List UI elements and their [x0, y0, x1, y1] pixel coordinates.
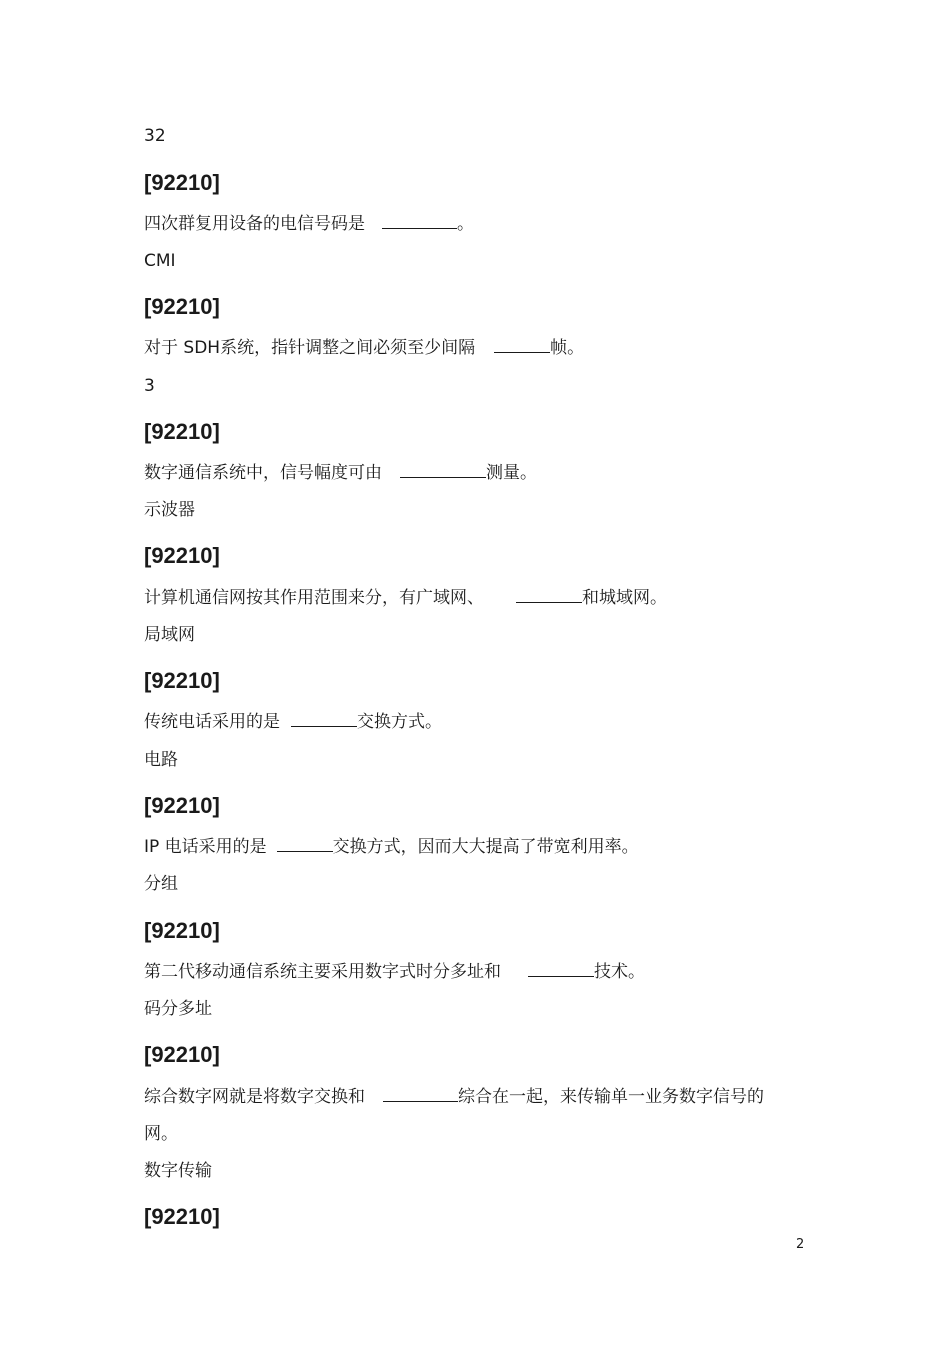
question-tag: [92210] — [144, 543, 220, 568]
question-tag: [92210] — [144, 668, 220, 693]
question-text — [144, 961, 645, 983]
question-tag: [92210] — [144, 1204, 220, 1229]
question-text-after: 和城域网。 — [582, 588, 667, 608]
fill-blank — [291, 711, 357, 727]
question-text — [144, 213, 474, 235]
fill-blank — [383, 1086, 458, 1102]
question-text-continuation: 网。 — [144, 1124, 178, 1144]
question-text-after: 测量。 — [486, 463, 537, 483]
fill-blank — [277, 836, 333, 852]
question-text-before: 计算机通信网按其作用范围来分，有广域网、 — [144, 588, 484, 608]
answer-text: 3 — [144, 376, 155, 396]
question-text-before: 对于 SDH系统，指针调整之间必须至少间隔 — [144, 338, 476, 358]
answer-text: CMI — [144, 251, 176, 271]
question-tag: [92210] — [144, 1042, 220, 1067]
fill-blank — [528, 961, 594, 977]
question-tag: [92210] — [144, 294, 220, 319]
answer-text: 码分多址 — [144, 999, 212, 1019]
fill-blank — [382, 213, 457, 229]
fill-blank — [516, 587, 582, 603]
answer-text: 电路 — [144, 750, 178, 770]
question-text — [144, 1086, 764, 1108]
question-tag: [92210] — [144, 419, 220, 444]
question-text — [144, 337, 584, 359]
page-number: 2 — [796, 1237, 805, 1252]
question-text-after: 帧。 — [550, 338, 585, 358]
answer-text: 示波器 — [144, 500, 195, 520]
question-text-before: 传统电话采用的是 — [144, 712, 280, 732]
question-text-after: 。 — [457, 214, 474, 234]
answer-text: 分组 — [144, 874, 178, 894]
question-text — [144, 836, 639, 858]
answer-text: 数字传输 — [144, 1161, 212, 1181]
question-text-before: 四次群复用设备的电信号码是 — [144, 214, 365, 234]
answer-text: 32 — [144, 126, 166, 146]
fill-blank — [494, 337, 550, 353]
question-text — [144, 587, 667, 609]
question-tag: [92210] — [144, 170, 220, 195]
question-text — [144, 711, 442, 733]
question-text-after: 技术。 — [594, 962, 645, 982]
answer-text: 局域网 — [144, 625, 195, 645]
question-text-after: 交换方式。 — [357, 712, 442, 732]
question-text-before: 数字通信系统中，信号幅度可由 — [144, 463, 382, 483]
fill-blank — [400, 462, 486, 478]
question-text-after: 交换方式，因而大大提高了带宽利用率。 — [332, 837, 639, 857]
question-text-before: 第二代移动通信系统主要采用数字式时分多址和 — [144, 962, 501, 982]
question-tag: [92210] — [144, 793, 220, 818]
question-tag: [92210] — [144, 918, 220, 943]
question-text-before: 综合数字网就是将数字交换和 — [144, 1087, 365, 1107]
question-text — [144, 462, 537, 484]
question-text-before: IP 电话采用的是 — [144, 837, 267, 857]
question-text-after: 综合在一起，来传输单一业务数字信号的 — [458, 1087, 764, 1107]
